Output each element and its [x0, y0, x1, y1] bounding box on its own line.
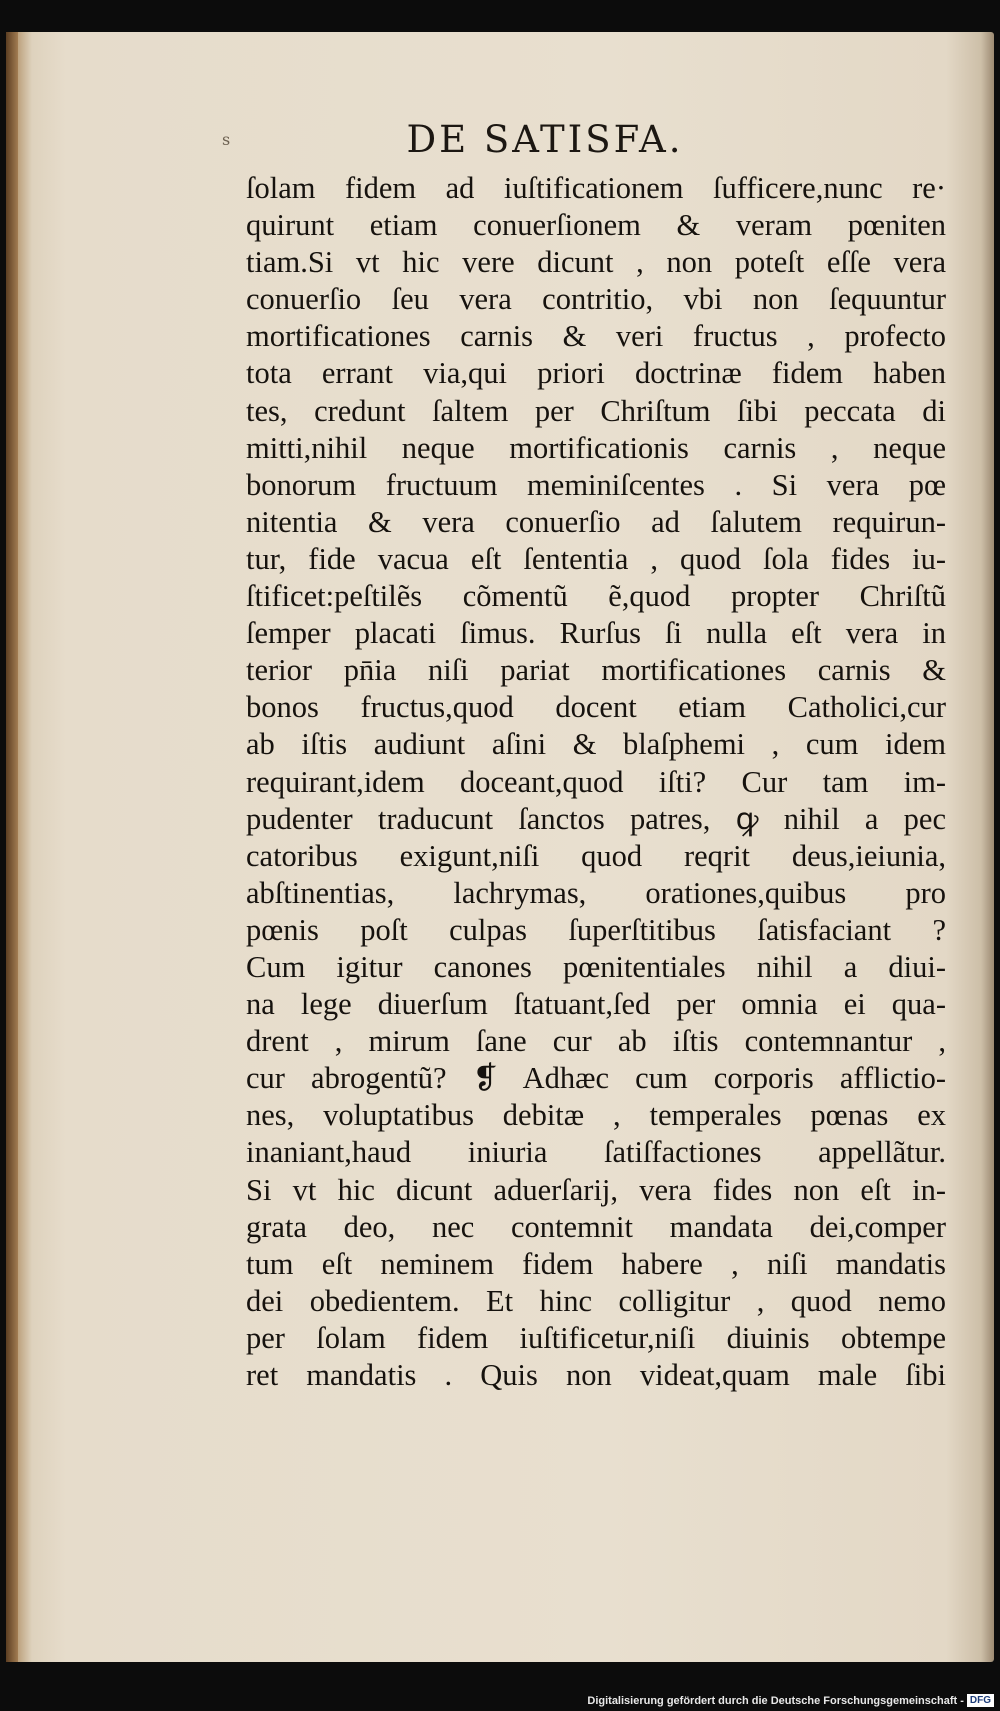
text-line: per ſolam fidem iuſtificetur,niſi diuinis obtempe — [246, 1320, 946, 1355]
text-line: tum eſt neminem fidem habere , niſi mandatis — [246, 1246, 946, 1281]
body-text — [246, 170, 946, 1394]
text-line: requirant,idem doceant,quod iſti? Cur tam im- — [246, 764, 946, 799]
text-line: grata deo, nec contemnit mandata dei,comper — [246, 1209, 946, 1244]
text-line: Cum igitur canones pœnitentiales nihil a diui- — [246, 949, 946, 984]
text-line: dei obedientem. Et hinc colligitur , quod nemo — [246, 1283, 946, 1318]
text-line: ſtificet:peſtilẽs cõmentũ ẽ,quod propter Chriſtũ — [246, 579, 946, 614]
text-line: ab iſtis audiunt aſini & blaſphemi , cum idem — [246, 727, 946, 762]
text-line: ret mandatis . Quis non videat,quam male ſibi — [246, 1358, 946, 1392]
dfg-logo: DFG — [967, 1694, 994, 1707]
credit-text: Digitalisierung gefördert durch die Deutsche Forschungsgemeinschaft - — [587, 1695, 964, 1707]
text-line: inaniant,haud iniuria ſatiſfactiones appellãtur. — [246, 1135, 946, 1170]
text-line: Si vt hic dicunt aduerſarij, vera fides non eſt in- — [246, 1172, 946, 1207]
signature-mark: s — [222, 130, 231, 149]
text-line: pœnis poſt culpas ſuperſtitibus ſatisfaciant ? — [246, 912, 946, 947]
text-line: tiam.Si vt hic vere dicunt , non poteſt eſſe vera — [246, 245, 946, 280]
text-line: catoribus exigunt,niſi quod reqrit deus,ieiunia, — [246, 838, 946, 873]
text-line: ſolam fidem ad iuſtificationem ſufficere,nunc re· — [246, 171, 946, 205]
text-line: nitentia & vera conuerſio ad ſalutem requirun- — [246, 504, 946, 539]
text-line: cur abrogentũ? ❡ Adhæc cum corporis afflictio- — [246, 1061, 946, 1096]
text-line: mortificationes carnis & veri fructus , profecto — [246, 319, 946, 354]
text-line: tes, credunt ſaltem per Chriſtum ſibi peccata di — [246, 393, 946, 428]
text-line: conuerſio ſeu vera contritio, vbi non ſequuntur — [246, 282, 946, 317]
text-line: mitti,nihil neque mortificationis carnis , neque — [246, 430, 946, 465]
text-line: pudenter traducunt ſanctos patres, ꝙ nihil a pec — [246, 801, 946, 836]
text-line: na lege diuerſum ſtatuant,ſed per omnia ei qua- — [246, 987, 946, 1022]
text-line: ſemper placati ſimus. Rurſus ſi nulla eſt vera in — [246, 616, 946, 651]
text-line: nes, voluptatibus debitæ , temperales pœnas ex — [246, 1098, 946, 1133]
text-line: bonos fructus,quod docent etiam Catholici,cur — [246, 690, 946, 725]
text-line: terior pn̄ia niſi pariat mortificationes carnis & — [246, 653, 946, 688]
text-line: quirunt etiam conuerſionem & veram pœniten — [246, 208, 946, 243]
text-line: tur, fide vacua eſt ſententia , quod ſola fides iu- — [246, 541, 946, 576]
running-head: DE SATISFA. — [406, 118, 684, 161]
text-line: drent , mirum ſane cur ab iſtis contemnantur , — [246, 1024, 946, 1059]
text-line: tota errant via,qui priori doctrinæ fidem haben — [246, 356, 946, 391]
text-line: bonorum fructuum meminiſcentes . Si vera pœ — [246, 467, 946, 502]
digitization-credit — [0, 1692, 994, 1711]
page-gutter-edge — [6, 32, 18, 1662]
text-line: abſtinentias, lachrymas, orationes,quibus pro — [246, 875, 946, 910]
